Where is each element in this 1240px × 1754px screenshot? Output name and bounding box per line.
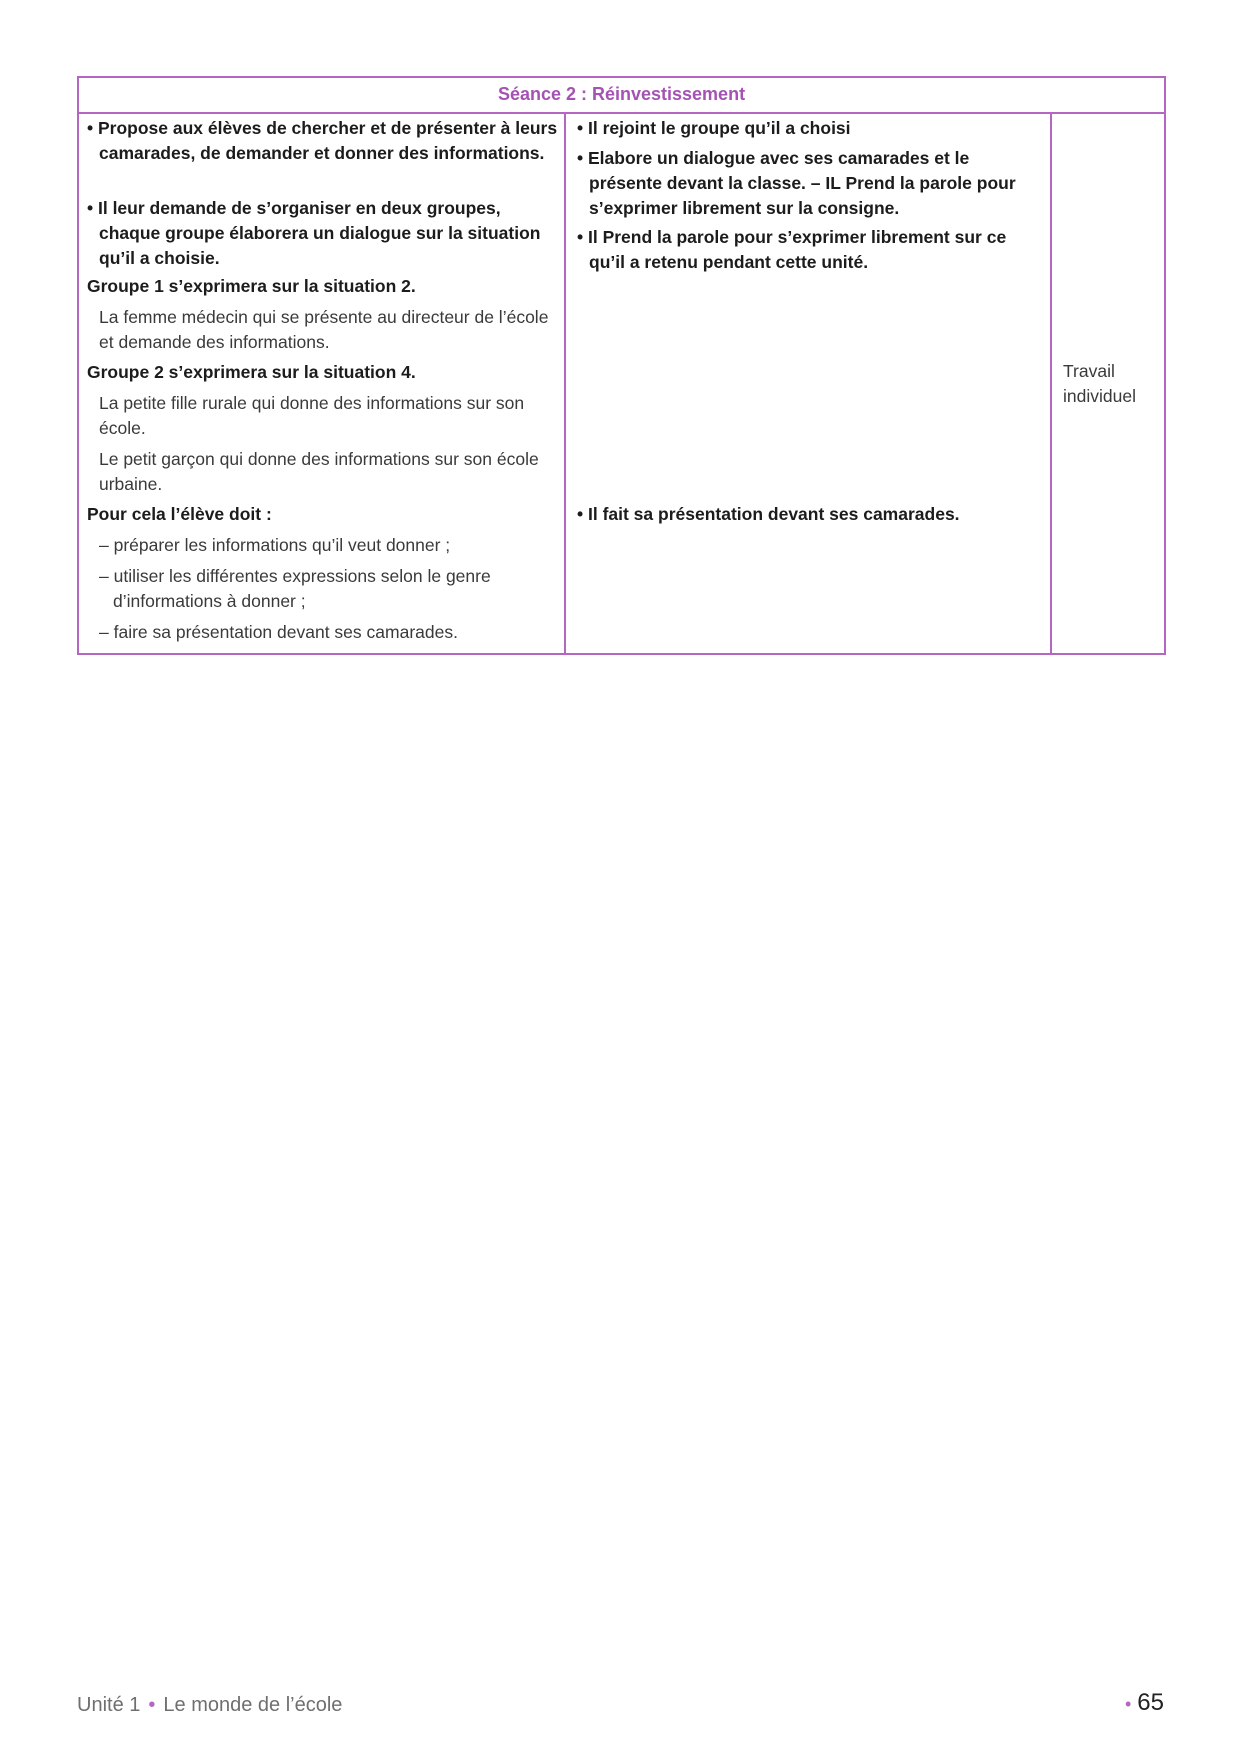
group2-text-b: Le petit garçon qui donne des informations sur son école urbaine. — [99, 449, 539, 494]
student-bullet-4: • Il fait sa présentation devant ses camarades. — [577, 504, 960, 524]
page-bullet: • — [1124, 1694, 1132, 1714]
must-item-2: – utiliser les différentes expressions selon le genre d’informations à donner ; — [99, 566, 491, 611]
modality-column — [1063, 112, 1163, 653]
group2-title: Groupe 2 s’exprimera sur la situation 4. — [87, 362, 416, 382]
unit-title: Le monde de l’école — [163, 1694, 343, 1716]
student-bullet-3: • Il Prend la parole pour s’exprimer librement sur ce qu’il a retenu pendant cette unité. — [577, 227, 1007, 272]
column-divider — [1050, 112, 1052, 653]
must-item-3: – faire sa présentation devant ses camarades. — [99, 622, 458, 642]
modality-label: Travail individuel — [1063, 361, 1136, 406]
teacher-bullet-1: • Propose aux élèves de chercher et de présenter à leurs camarades, de demander et donner des informations. — [87, 118, 558, 163]
footer-unit — [77, 1694, 342, 1717]
student-bullet-1: • Il rejoint le groupe qu’il a choisi — [577, 118, 851, 138]
column-divider — [564, 112, 566, 653]
group1-text: La femme médecin qui se présente au directeur de l’école et demande des informations. — [99, 307, 549, 352]
separator-dot: • — [148, 1694, 156, 1716]
group2-text-a: La petite fille rurale qui donne des informations sur son école. — [99, 393, 525, 438]
teacher-bullet-2: • Il leur demande de s’organiser en deux groupes, chaque groupe élaborera un dialogue sur la situation qu’il a choisie. — [87, 198, 541, 268]
page-number: 65 — [1137, 1689, 1164, 1716]
must-title: Pour cela l’élève doit : — [87, 504, 272, 524]
unit-label: Unité 1 — [77, 1694, 141, 1716]
teacher-activities — [87, 112, 559, 653]
session-table — [77, 76, 1166, 655]
group1-title: Groupe 1 s’exprimera sur la situation 2. — [87, 276, 416, 296]
must-item-1: – préparer les informations qu’il veut donner ; — [99, 535, 451, 555]
student-bullet-2: • Elabore un dialogue avec ses camarades et le présente devant la classe. – IL Prend la parole pour s’exprimer librement sur la consigne. — [577, 148, 1016, 218]
session-header: Séance 2 : Réinvestissement — [79, 78, 1164, 114]
student-activities — [577, 112, 1039, 653]
page-number-area — [1125, 1689, 1164, 1717]
